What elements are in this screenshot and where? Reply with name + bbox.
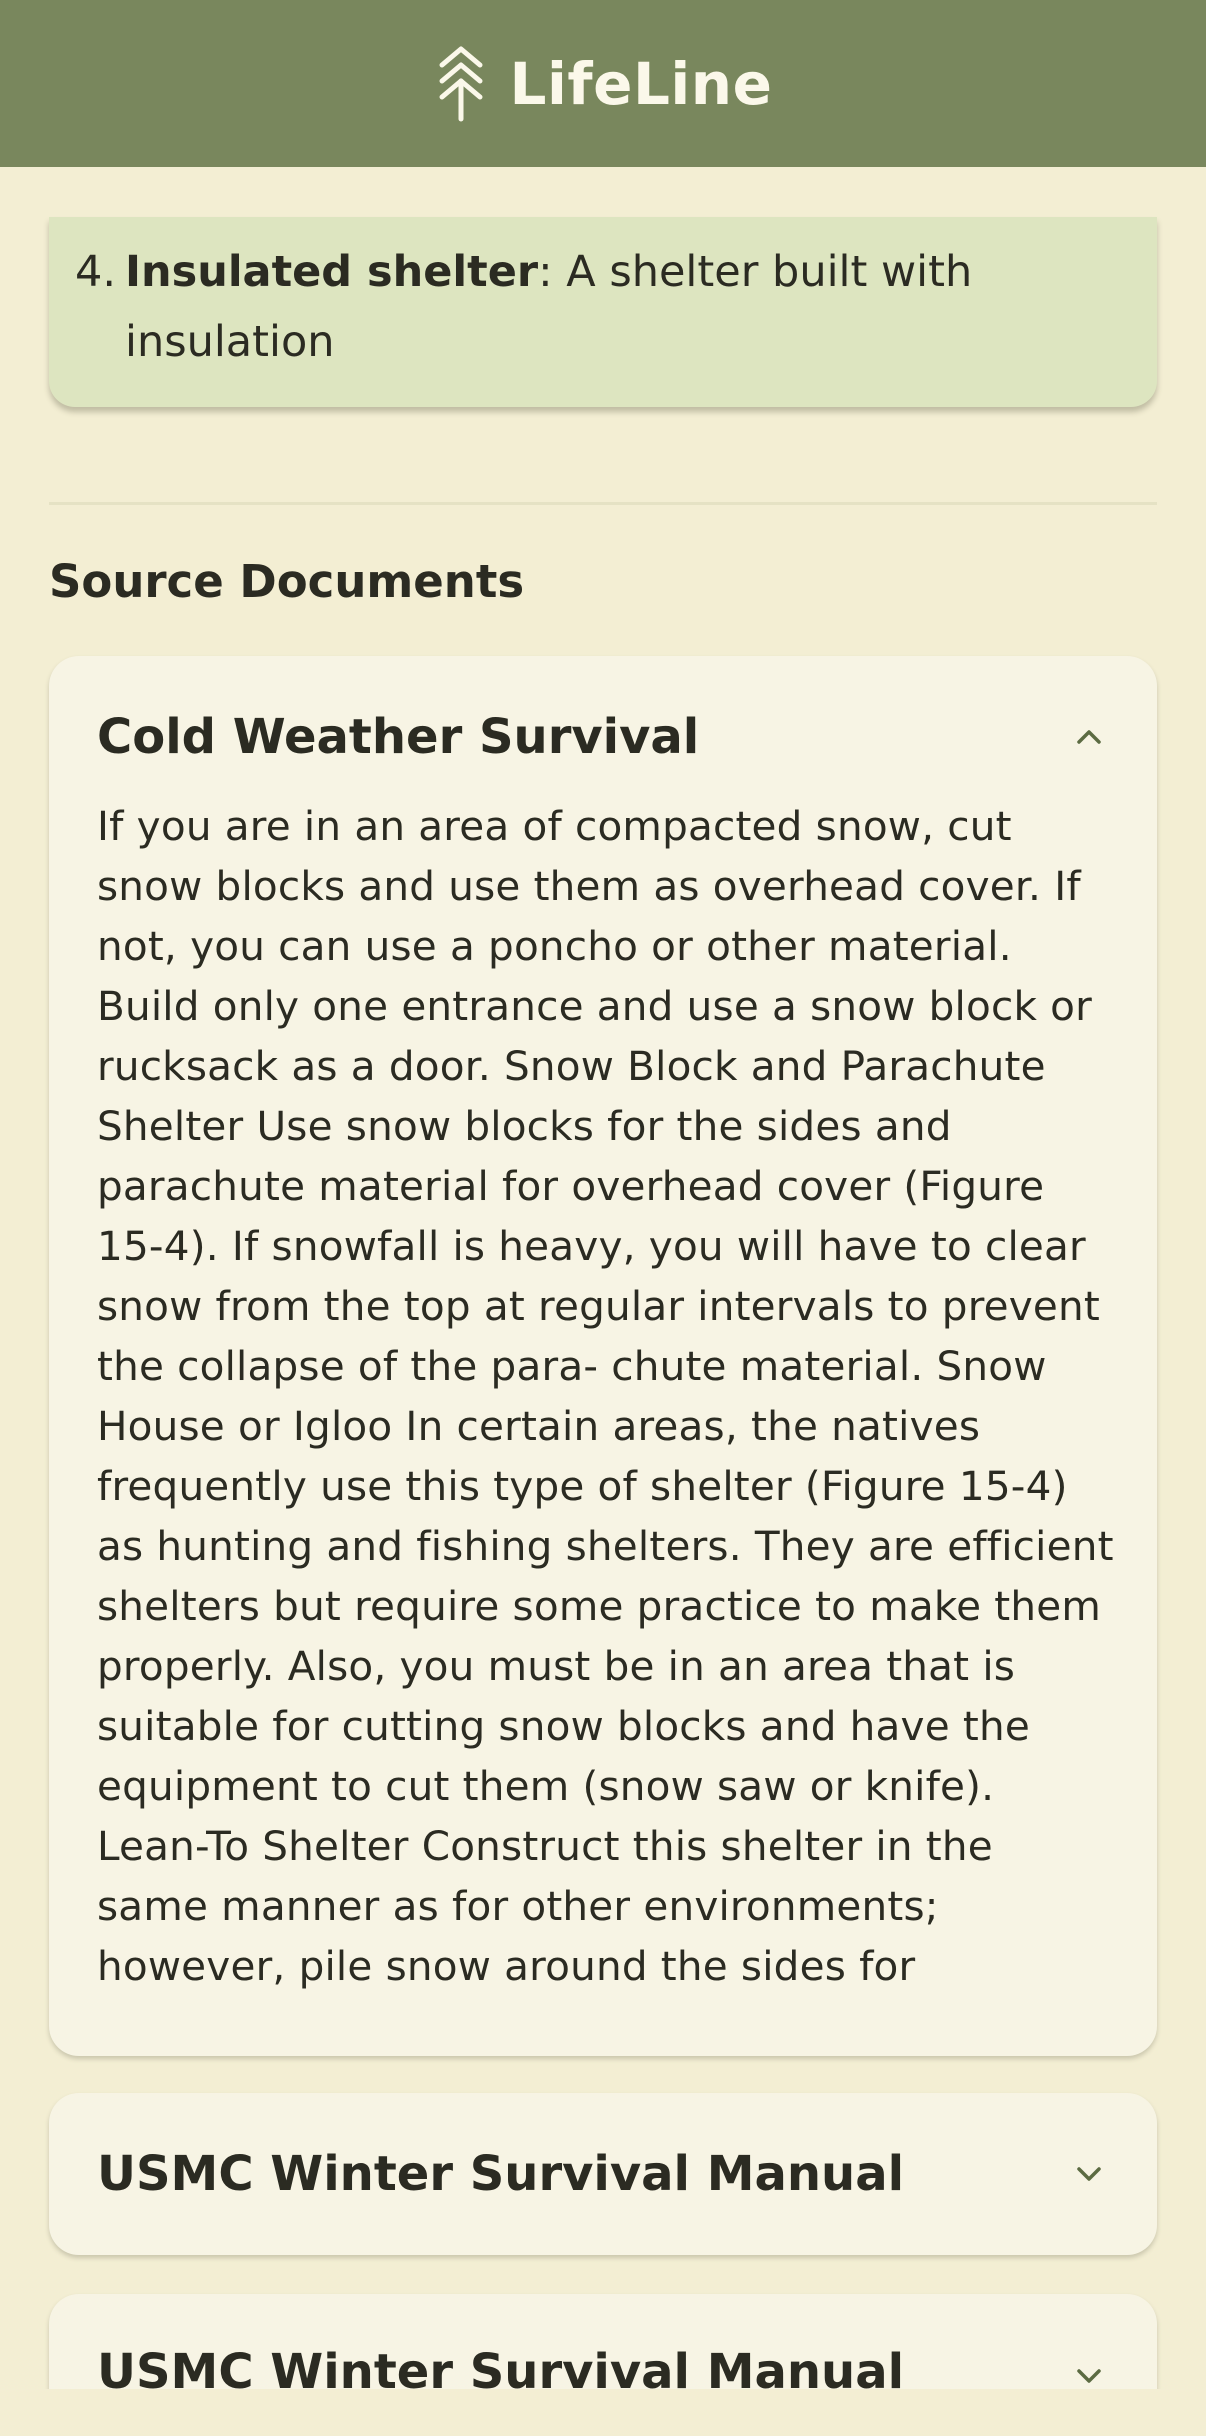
pine-tree-icon: [434, 45, 488, 123]
answer-term: Insulated shelter: [125, 247, 539, 297]
source-document-header[interactable]: [97, 2093, 1109, 2255]
answer-card: [49, 217, 1157, 407]
chevron-down-icon[interactable]: [1069, 2154, 1109, 2194]
answer-list-item: [75, 237, 1085, 377]
chevron-down-icon[interactable]: [1069, 2356, 1109, 2389]
brand[interactable]: [434, 45, 773, 123]
app-name: LifeLine: [509, 49, 773, 118]
source-document-title: USMC Winter Survival Manual: [97, 2146, 905, 2202]
chevron-up-icon[interactable]: [1069, 717, 1109, 757]
chat-viewport[interactable]: [0, 167, 1206, 2389]
source-document-card: [49, 2093, 1157, 2255]
source-document-title: USMC Winter Survival Manual: [97, 2344, 905, 2389]
app-header: [0, 0, 1206, 167]
source-document-card: [49, 2294, 1157, 2389]
list-number: 4.: [75, 247, 117, 297]
answer-text: : A shelter built with insulation: [125, 247, 973, 367]
source-document-header[interactable]: [97, 656, 1109, 818]
bottom-safe-area: [0, 2389, 1206, 2436]
source-document-excerpt: If you are in an area of compacted snow, cut snow blocks and use them as overhead cover. If not, you can use a poncho or other material. Build only one entrance and use a snow block or rucksack as a door. Snow Block and Parachute Shelter Use snow blocks for the sides and parachute material for overhead cover (Figure 15-4). If snowfall is heavy, you will have to clear snow from the top at regular intervals to prevent the collapse of the para- chute material. Snow House or Igloo In certain areas, the natives frequently use this type of shelter (Figure 15-4) as hunting and fishing shelters. They are efficient shelters but require some practice to make them properly. Also, you must be in an area that is suitable for cutting snow blocks and have the equipment to cut them (snow saw or knife). Lean-To Shelter Construct this shelter in the same manner as for other environments; however, pile snow around the sides for: [97, 802, 1114, 1990]
source-document-card: [49, 656, 1157, 2056]
source-document-header[interactable]: [97, 2294, 1109, 2389]
source-documents-title: Source Documents: [49, 555, 525, 608]
source-document-title: Cold Weather Survival: [97, 709, 700, 765]
section-divider: [49, 502, 1157, 505]
